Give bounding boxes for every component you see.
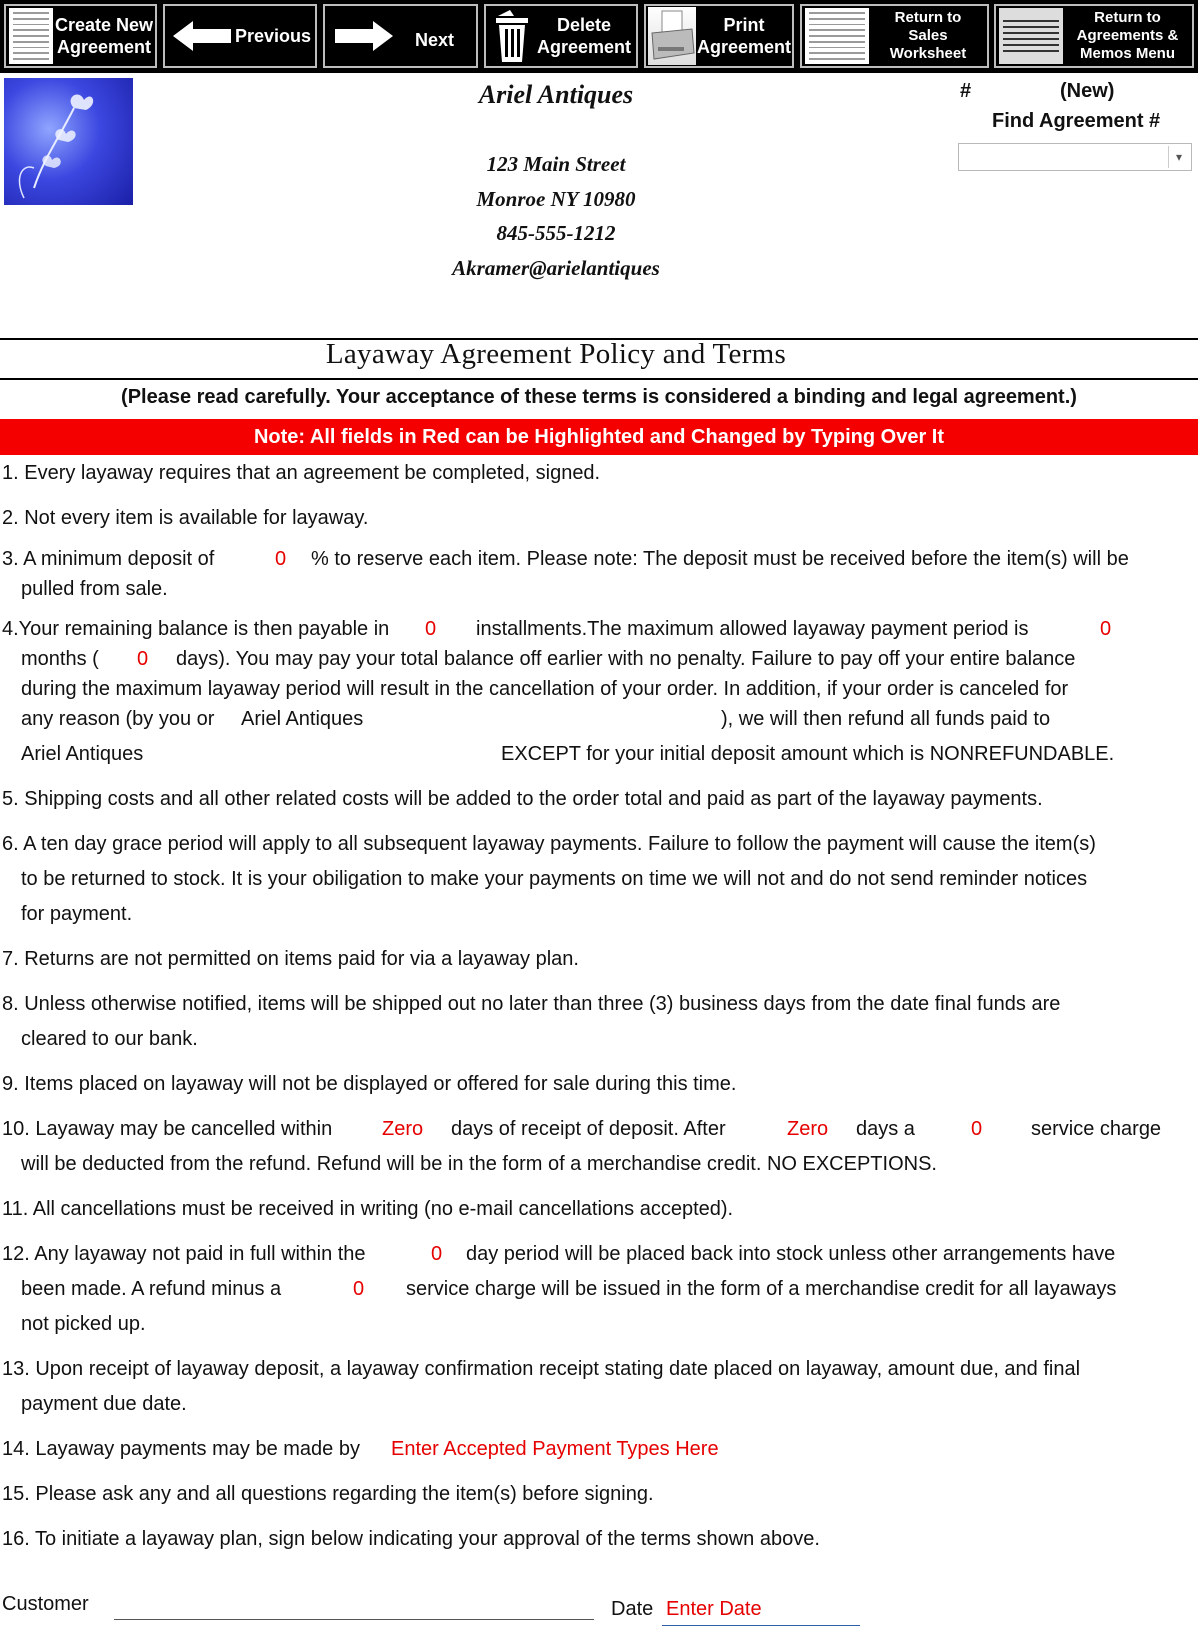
agreement-number: (New) — [1060, 80, 1115, 102]
document-icon — [9, 8, 53, 64]
title-bottom-rule — [0, 378, 1198, 380]
term-10-end: service charge — [1031, 1118, 1162, 1140]
printer-icon — [648, 7, 696, 65]
term-14-start: 14. Layaway payments may be made by — [2, 1438, 360, 1460]
term-13-line1: 13. Upon receipt of layaway deposit, a layaway confirmation receipt stating date placed on layaway, amount due, and final — [2, 1358, 1081, 1380]
return-to-agreements-menu-button[interactable] — [994, 4, 1194, 68]
term-8-line1: 8. Unless otherwise notified, items will be shipped out no later than three (3) business days from the date final funds are — [2, 993, 1061, 1015]
term-11: 11. All cancellations must be received in writing (no e-mail cancellations accepted). — [2, 1198, 734, 1220]
term-10-start: 10. Layaway may be cancelled within — [2, 1118, 333, 1140]
date-label: Date — [611, 1598, 654, 1620]
company-email: Akramer@arielantiques — [452, 256, 660, 280]
term-4-line3: during the maximum layaway period will result in the cancellation of your order. In addition, if your order is canceled for — [21, 678, 1069, 700]
term-3-start: 3. A minimum deposit of — [2, 548, 215, 570]
term-4-line2: days). You may pay your total balance off earlier with no penalty. Failure to pay off your entire balance — [176, 648, 1076, 670]
previous-button[interactable] — [163, 4, 317, 68]
term-4-months-label: months ( — [21, 648, 99, 670]
term-12-line2-end: service charge will be issued in the form of a merchandise credit for all layaways — [406, 1278, 1117, 1300]
deposit-percent-field[interactable]: 0 — [275, 548, 287, 570]
term-4-line5: EXCEPT for your initial deposit amount which is NONREFUNDABLE. — [501, 743, 1115, 765]
cancel-days-field[interactable]: Zero — [382, 1118, 424, 1140]
company-address-line2: Monroe NY 10980 — [476, 187, 636, 211]
agreement-number-label: # — [960, 80, 972, 102]
menu-icon — [999, 8, 1063, 64]
return-to-sales-worksheet-button[interactable] — [800, 4, 989, 68]
term-3-continued: pulled from sale. — [21, 578, 168, 600]
red-note-banner: Note: All fields in Red can be Highlighted and Changed by Typing Over It — [0, 419, 1198, 455]
term-5: 5. Shipping costs and all other related costs will be added to the order total and paid as part of the layaway payments. — [2, 788, 1043, 810]
company-name: Ariel Antiques — [478, 80, 634, 109]
toolbar — [0, 0, 1198, 73]
term-3-end: % to reserve each item. Please note: The deposit must be received before the item(s) will be — [311, 548, 1129, 570]
term-4-start: 4.Your remaining balance is then payable in — [2, 618, 390, 640]
term-8-line2: cleared to our bank. — [21, 1028, 198, 1050]
term-16: 16. To initiate a layaway plan, sign below indicating your approval of the terms shown above. — [2, 1528, 820, 1550]
months-field[interactable]: 0 — [1100, 618, 1112, 640]
return-sales-label: Return to Sales Worksheet — [889, 9, 967, 62]
trash-icon — [492, 8, 532, 64]
previous-label: Previous — [234, 26, 312, 46]
term-7: 7. Returns are not permitted on items paid for via a layaway plan. — [2, 948, 579, 970]
delete-label: Delete Agreement — [536, 15, 632, 57]
term-4-company-name: Ariel Antiques — [241, 708, 364, 730]
service-charge-field[interactable]: 0 — [971, 1118, 983, 1140]
term-12-line3: not picked up. — [21, 1313, 146, 1335]
term-15: 15. Please ask any and all questions regarding the item(s) before signing. — [2, 1483, 654, 1505]
date-underline — [662, 1625, 860, 1626]
term-2: 2. Not every item is available for layaway. — [2, 507, 369, 529]
term-4-middle: installments.The maximum allowed layaway payment period is — [476, 618, 1029, 640]
term-10-line2: will be deducted from the refund. Refund will be in the form of a merchandise credit. NO EXCEPTIONS. — [21, 1153, 937, 1175]
return-agreements-label: Return to Agreements & Memos Menu — [1076, 9, 1179, 62]
term-12-start: 12. Any layaway not paid in full within the — [2, 1243, 366, 1265]
term-6-line3: for payment. — [21, 903, 133, 925]
payment-types-field[interactable]: Enter Accepted Payment Types Here — [391, 1438, 719, 1460]
policy-title: Layaway Agreement Policy and Terms — [325, 338, 787, 370]
after-days-field[interactable]: Zero — [787, 1118, 829, 1140]
chevron-down-icon[interactable]: ▾ — [1168, 146, 1189, 168]
print-agreement-button[interactable] — [644, 4, 794, 68]
policy-subtitle: (Please read carefully. Your acceptance of these terms is considered a binding and legal agreement.) — [121, 386, 1077, 408]
term-6-line2: to be returned to stock. It is your obiligation to make your payments on time we will not and do not send reminder notices — [21, 868, 1088, 890]
term-9: 9. Items placed on layaway will not be displayed or offered for sale during this time. — [2, 1073, 737, 1095]
period-days-field[interactable]: 0 — [431, 1243, 443, 1265]
left-arrow-icon — [173, 21, 231, 51]
term-6-line1: 6. A ten day grace period will apply to all subsequent layaway payments. Failure to follow the payment will cause the item(s) — [2, 833, 1096, 855]
find-agreement-select[interactable] — [958, 143, 1192, 171]
create-new-agreement-button[interactable] — [4, 4, 157, 68]
installments-field[interactable]: 0 — [425, 618, 437, 640]
term-4-line4-end: ), we will then refund all funds paid to — [721, 708, 1051, 730]
next-button[interactable] — [323, 4, 478, 68]
term-1: 1. Every layaway requires that an agreement be completed, signed. — [2, 462, 601, 484]
worksheet-icon — [805, 8, 869, 64]
delete-agreement-button[interactable] — [484, 4, 638, 68]
create-new-label: Create New Agreement — [54, 15, 154, 57]
term-10-days-a: days a — [856, 1118, 915, 1140]
right-arrow-icon — [335, 21, 393, 51]
term-4-line4-start: any reason (by you or — [21, 708, 215, 730]
customer-signature-line[interactable] — [114, 1619, 594, 1620]
term-12-end: day period will be placed back into stock unless other arrangements have — [466, 1243, 1116, 1265]
term-13-line2: payment due date. — [21, 1393, 187, 1415]
find-agreement-label: Find Agreement # — [992, 110, 1161, 132]
term-10-middle: days of receipt of deposit. After — [451, 1118, 726, 1140]
print-label: Print Agreement — [696, 15, 792, 57]
company-address-line1: 123 Main Street — [486, 152, 626, 176]
date-field[interactable]: Enter Date — [666, 1598, 762, 1620]
term-4-company-name-2: Ariel Antiques — [21, 743, 144, 765]
days-field[interactable]: 0 — [137, 648, 149, 670]
refund-charge-field[interactable]: 0 — [353, 1278, 365, 1300]
term-12-line2-start: been made. A refund minus a — [21, 1278, 282, 1300]
company-phone: 845-555-1212 — [496, 221, 616, 245]
customer-label: Customer — [2, 1593, 89, 1615]
next-label: Next — [414, 30, 454, 50]
